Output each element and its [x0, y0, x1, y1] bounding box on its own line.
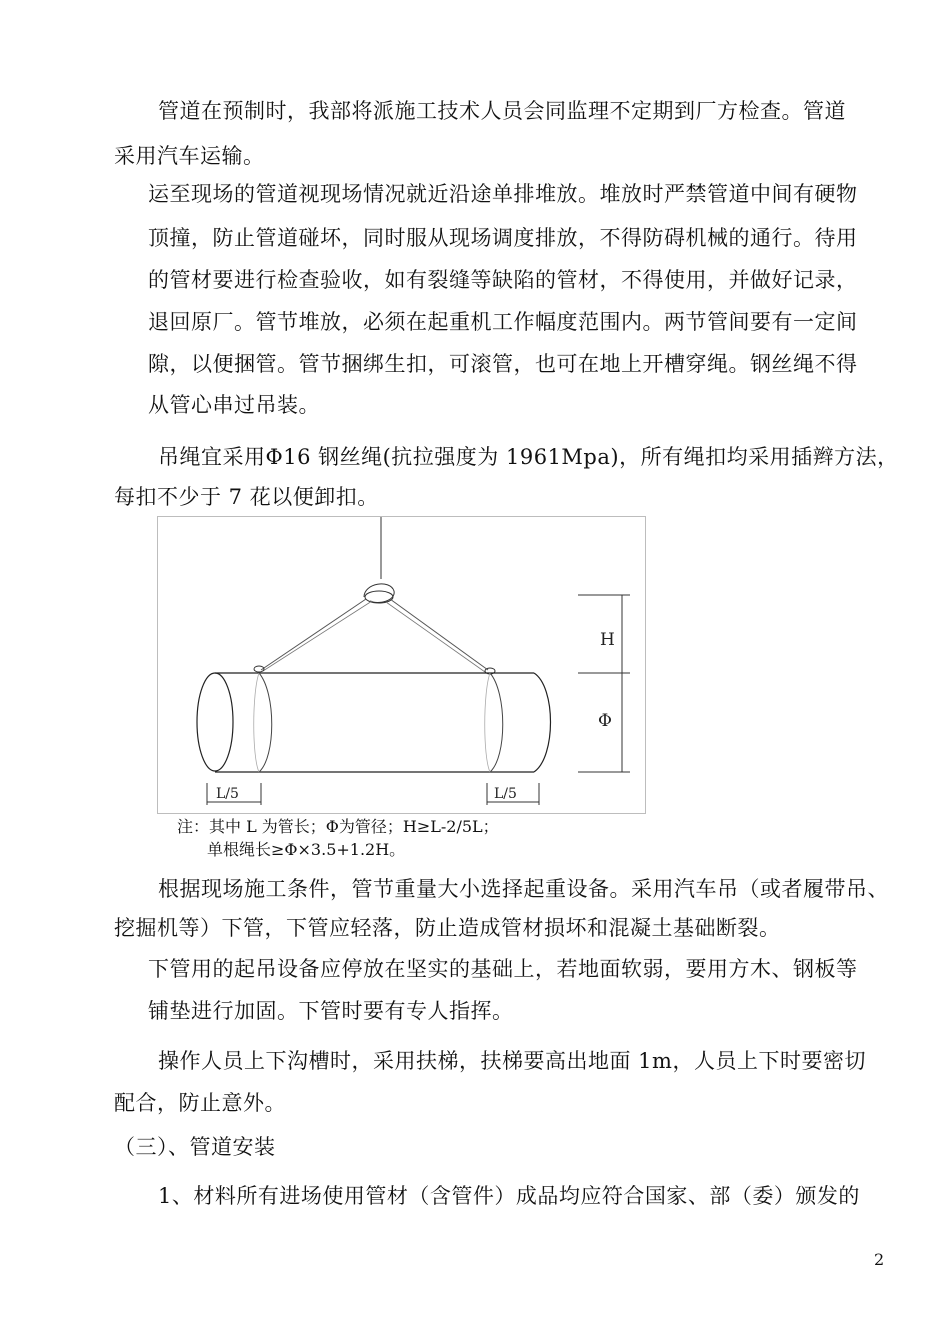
label-l5-left: L/5: [216, 786, 239, 802]
para2-line2: 顶撞，防止管道碰坏，同时服从现场调度排放，不得防碍机械的通行。待用: [148, 226, 858, 250]
para6-line1: 操作人员上下沟槽时，采用扶梯，扶梯要高出地面 1m，人员上下时要密切: [158, 1049, 866, 1073]
para3-line1: 吊绳宜采用Φ16 钢丝绳(抗拉强度为 1961Mpa)，所有绳扣均采用插辫方法，: [158, 445, 899, 469]
wrap-right-back: [485, 673, 490, 772]
wrap-left-back: [254, 673, 259, 772]
para2-line4: 退回原厂。管节堆放，必须在起重机工作幅度范围内。两节管间要有一定间: [148, 310, 858, 334]
para7-line1: 1、材料所有进场使用管材（含管件）成品均应符合国家、部（委）颁发的: [158, 1184, 860, 1208]
lifting-diagram-svg: [158, 517, 647, 815]
pipe-right-end: [534, 673, 551, 772]
sling-right-inner: [386, 602, 485, 672]
para2-line1: 运至现场的管道视现场情况就近沿途单排堆放。堆放时严禁管道中间有硬物: [148, 182, 858, 206]
para3-line2: 每扣不少于 7 花以便卸扣。: [114, 485, 379, 509]
label-phi: Φ: [598, 711, 612, 731]
label-l5-right: L/5: [494, 786, 517, 802]
para2-line5: 隙，以便捆管。管节捆绑生扣，可滚管，也可在地上开槽穿绳。钢丝绳不得: [148, 352, 858, 376]
para4-line2: 挖掘机等）下管，下管应轻落，防止造成管材损坏和混凝土基础断裂。: [114, 916, 781, 940]
wrap-left: [259, 673, 272, 772]
para1-line1: 管道在预制时，我部将派施工技术人员会同监理不定期到厂方检查。管道: [158, 99, 846, 123]
sling-left: [261, 599, 366, 670]
para6-line2: 配合，防止意外。: [114, 1091, 286, 1115]
figure-caption-line1: 注：其中 L 为管长；Φ为管径；H≥L-2/5L；: [177, 817, 499, 836]
hook-ring: [365, 591, 393, 603]
lifting-diagram: [157, 516, 646, 814]
para4-line1: 根据现场施工条件，管节重量大小选择起重设备。采用汽车吊（或者履带吊、: [158, 877, 889, 901]
section-heading: （三）、管道安装: [114, 1135, 276, 1159]
sling-right: [390, 599, 488, 670]
pipe-left-end: [197, 673, 233, 771]
para2-line6: 从管心串过吊装。: [148, 393, 320, 417]
wrap-right: [490, 673, 503, 772]
para5-line1: 下管用的起吊设备应停放在坚实的基础上，若地面软弱，要用方木、钢板等: [148, 957, 858, 981]
para1-line2: 采用汽车运输。: [114, 144, 265, 168]
sling-left-inner: [263, 601, 372, 671]
label-h: H: [600, 630, 615, 650]
para2-line3: 的管材要进行检查验收，如有裂缝等缺陷的管材，不得使用，并做好记录，: [148, 268, 858, 292]
figure-caption-line2: 单根绳长≥Φ×3.5+1.2H。: [207, 840, 406, 859]
page-number: 2: [874, 1250, 885, 1269]
para5-line2: 铺垫进行加固。下管时要有专人指挥。: [148, 999, 514, 1023]
